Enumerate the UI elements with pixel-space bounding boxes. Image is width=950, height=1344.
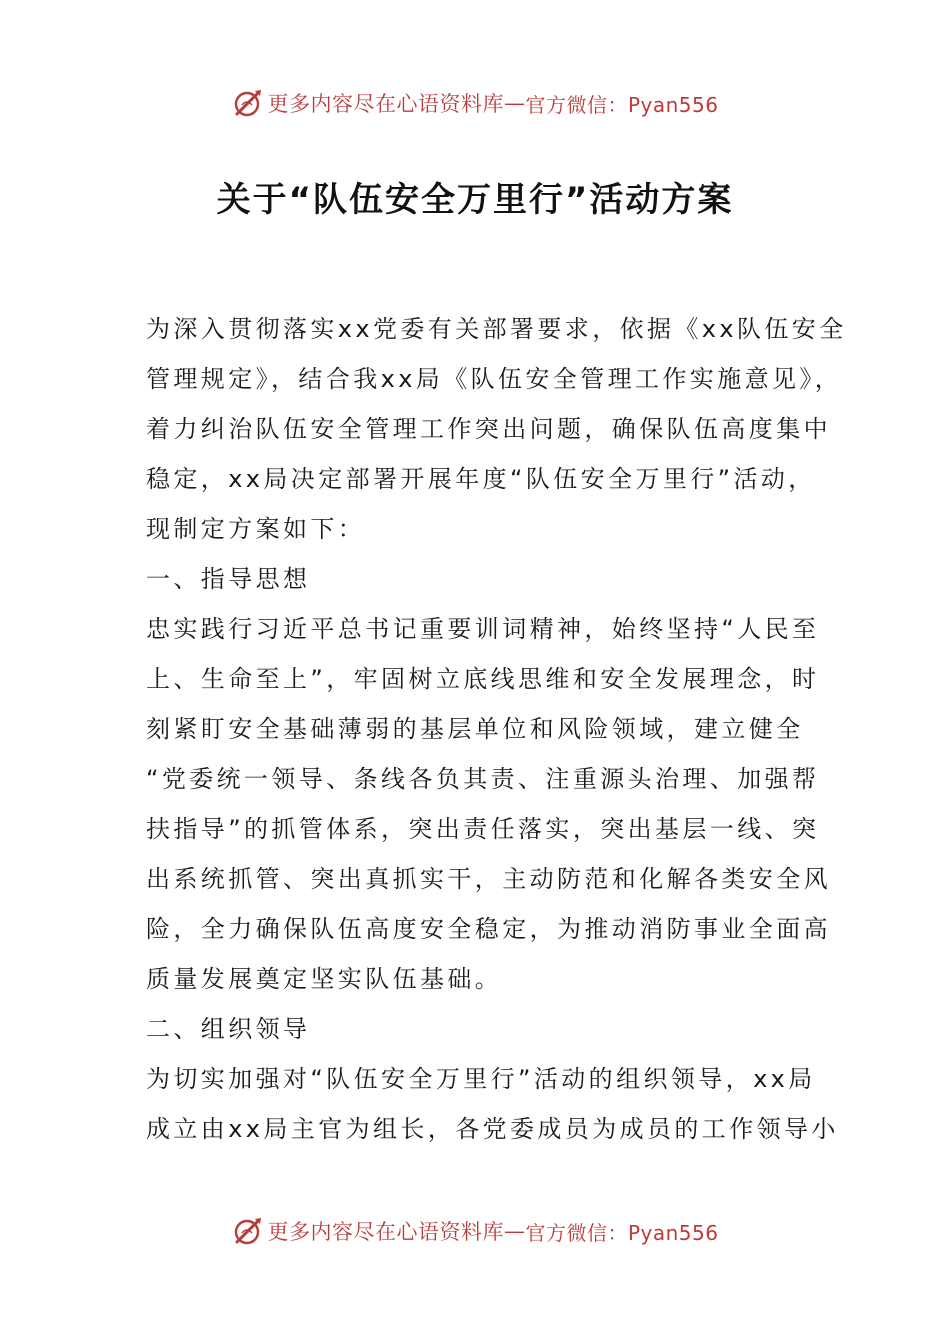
body-line: 管理规定》，结合我xx局《队伍安全管理工作实施意见》， [146,365,843,393]
pen-logo-icon [231,86,265,120]
document-title: 关于“队伍安全万里行”活动方案 [216,180,734,220]
body-line: 稳定，xx局决定部署开展年度“队伍安全万里行”活动， [146,465,816,493]
body-line: 现制定方案如下： [146,515,366,543]
body-line: 质量发展奠定坚实队伍基础。 [146,965,503,993]
wechat-text: 官方微信：Pyan556 [525,1220,719,1245]
body-line: 险，全力确保队伍高度安全稳定，为推动消防事业全面高 [146,915,831,943]
body-line: 为切实加强对“队伍安全万里行”活动的组织领导，xx局 [146,1065,816,1093]
section-heading: 一、指导思想 [146,565,311,593]
body-line: 为深入贯彻落实xx党委有关部署要求，依据《xx队伍安全 [146,315,847,343]
body-line: 扶指导”的抓管体系，突出责任落实，突出基层一线、突 [146,815,820,843]
promo-text: 更多内容尽在心语资料库 [267,92,504,116]
promo-text: 更多内容尽在心语资料库 [267,1220,504,1244]
promo-dash: — [503,91,526,115]
body-line: 着力纠治队伍安全管理工作突出问题，确保队伍高度集中 [146,415,831,443]
header-watermark-banner [0,83,950,123]
body-line: 刻紧盯安全基础薄弱的基层单位和风险领域，建立健全 [146,715,804,743]
wechat-text: 官方微信：Pyan556 [525,92,719,117]
section-heading: 二、组织领导 [146,1015,311,1043]
body-line: 出系统抓管、突出真抓实干，主动防范和化解各类安全风 [146,865,831,893]
body-line: 忠实践行习近平总书记重要训词精神，始终坚持“人民至 [146,615,820,643]
pen-logo-icon [231,1214,265,1248]
document-body [146,304,847,1154]
body-line: 上、生命至上”，牢固树立底线思维和安全发展理念，时 [146,665,820,693]
footer-watermark-banner [0,1211,950,1251]
body-line: “党委统一领导、条线各负其责、注重源头治理、加强帮 [146,765,820,793]
promo-dash: — [503,1219,526,1243]
body-line: 成立由xx局主官为组长，各党委成员为成员的工作领导小 [146,1115,839,1143]
